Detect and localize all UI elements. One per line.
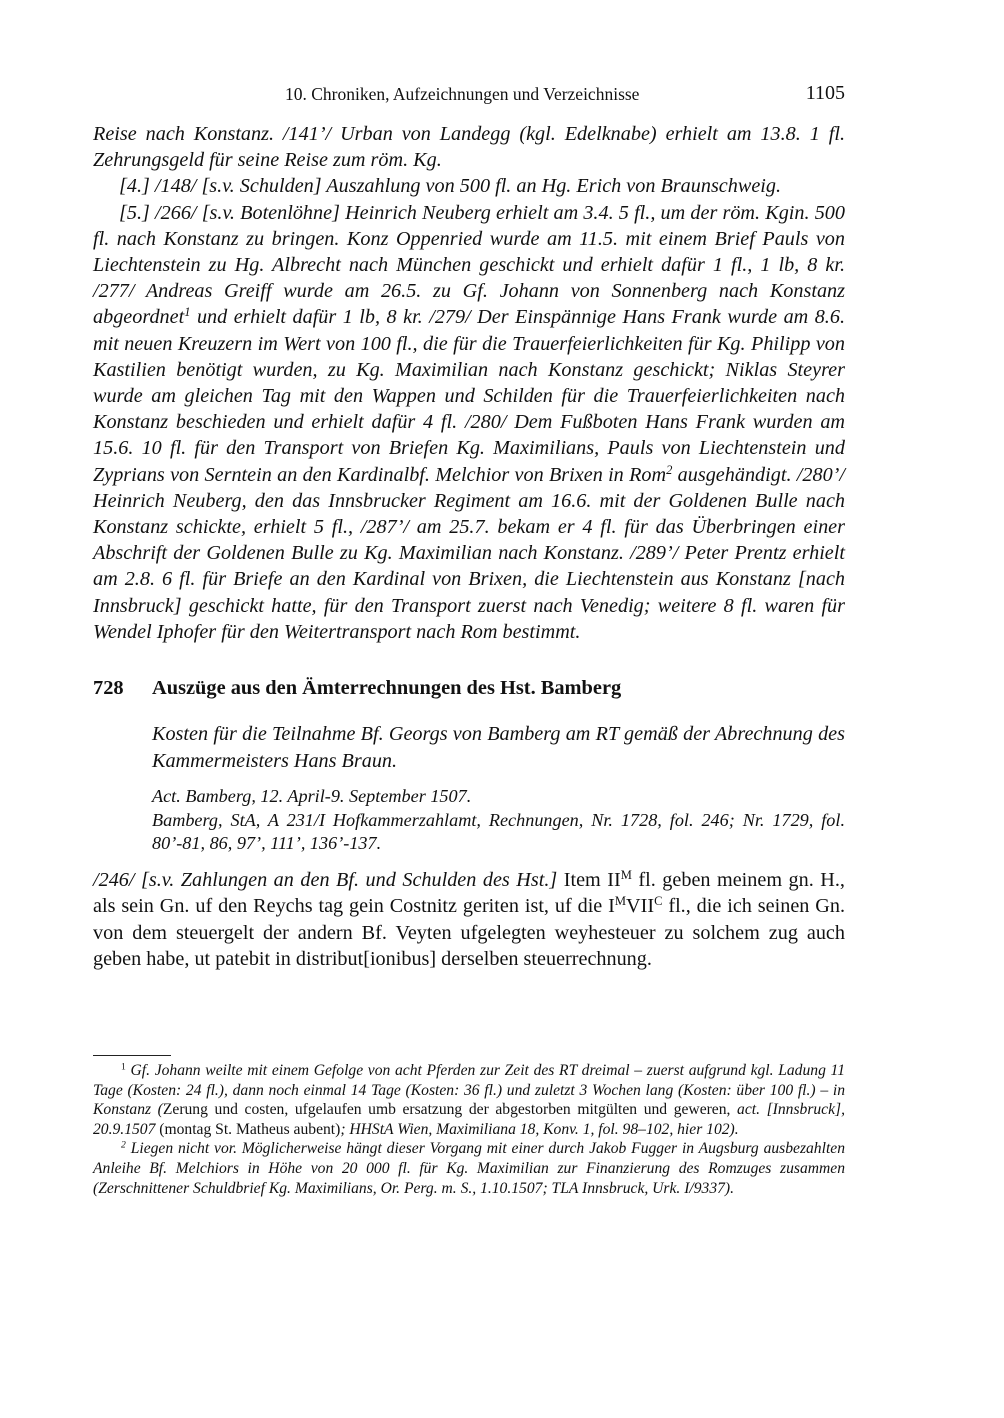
text-run: Item II [557,869,621,891]
superscript: M [620,868,632,883]
running-header [93,82,845,108]
text-run: VII [626,895,655,918]
footnote-ref-2[interactable]: 2 [666,462,673,477]
text-run: [5.] /266/ [s.v. Botenlöhne] Heinrich Neuberg erhielt am 3.4. 5 fl., um der röm. Kgin. 500 fl. nach Konstanz zu bringen. Konz Oppenried wurde am 11.5. mit einem Brief Pauls von Liechtenstein zu Hg. Albrecht nach München geschickt und erhielt dafür 1 fl., 1 lb, 8 kr. /277/ Andreas Greiff wurde am 26.5. zu Gf. Johann von Sonnenberg nach Konstanz abgeordnet [93,201,845,329]
footnote-2 [93,1139,845,1198]
running-title: 10. Chroniken, Aufzeichnungen und Verzeichnisse [285,84,640,104]
superscript: M [614,894,627,909]
superscript: C [654,894,663,909]
source-quotation [93,867,845,972]
paragraph-item-5 [93,200,845,645]
paragraph-continued: Reise nach Konstanz. /141’/ Urban von Landegg (kgl. Edelknabe) erhielt am 13.8. 1 fl. Zehrungsgeld für seine Reise zum röm. Kg. [93,123,845,172]
page-number: 1105 [805,82,845,104]
text-run: fl. geben meinem gn. H., als sein Gn. uf den Reychs tag gein Costnitz geriten ist, uf die I [93,869,845,918]
footnote-number: 2 [121,1140,126,1152]
text-run: und erhielt dafür 1 lb, 8 kr. /279/ Der Einspännige Hans Frank wurde am 8.6. mit neuen Kreuzern im Wert von 100 fl., die für die Trauerfeierlichkeiten für Kg. Philipp von Kastilien benötigt wurden, zu Kg. Maximilian nach Konstanz geschickt; Niklas Steyrer wurde am gleichen Tag mit den Wappen und Schilden für die Trauerfeierlichkeiten nach Konstanz beschieden und erhielt dafür 4 fl. /280/ Dem Fußboten Hans Frank wurden am 15.6. 10 fl. für den Transport von Briefen Kg. Maximilians, Pauls von Liechtenstein und Zyprians von Serntein an den Kardinalbf. Melchior von Brixen in Rom [93,306,845,486]
paragraph-item-4: [4.] /148/ [s.v. Schulden] Auszahlung von 500 fl. an Hg. Erich von Braunschweig. [119,175,782,198]
text-run: fl., die ich seinen Gn. von dem steuergelt der andern Bf. Veyten ufgelegten weyhesteuer zu solchem zug auch geben habe, ut patebit in distribut[ionibus] derselben steuerrechnung. [93,895,846,970]
footnote-1 [93,1061,845,1139]
regest: Kosten für die Teilnahme Bf. Georgs von Bamberg am RT gemäß der Abrechnung des Kammermeisters Hans Braun. [152,723,845,772]
text-run: (montag St. Matheus aubent) [159,1120,341,1138]
footnote-ref-1[interactable]: 1 [184,305,191,320]
act-line: Act. Bamberg, 12. April-9. September 1507. [152,786,472,806]
text-run: Liegen nicht vor. Möglicherweise hängt dieser Vorgang mit einer durch Jakob Fugger in Augsburg ausbezahlten Anleihe Bf. Melchiors in Höhe von 20 000 fl. für Kg. Maximilian zur Finanzierung des Romzuges zusammen (Zerschnittener Schuldbrief Kg. Maximilians, Or. Perg. m. S., 1.10.1507; TLA Innsbruck, Urk. I/9337). [93,1140,845,1197]
section-title: Auszüge aus den Ämterrechnungen des Hst. Bamberg [152,677,622,699]
folio-reference: /246/ [s.v. Zahlungen an den Bf. und Schulden des Hst.] [93,869,558,891]
text-run: ; HHStA Wien, Maximiliana 18, Konv. 1, fol. 98–102, hier 102). [340,1120,739,1138]
text-run: Gf. Johann weilte mit einem Gefolge von acht Pferden zur Zeit des RT dreimal – zuerst aufgrund kgl. Ladung 11 Tage (Kosten: 24 fl.), dann noch einmal 14 Tage (Kosten: 36 fl.) und zuletzt 3 Wochen lang (Kosten: über 100 fl.) – in Konstanz ( [93,1062,845,1119]
text-run: ausgehändigt. /280’/ Heinrich Neuberg, den das Innsbrucker Regiment am 16.6. mit der Goldenen Bulle nach Konstanz schickte, erhielt 5 fl., /287’/ am 25.7. bekam er 4 fl. für das Überbringen einer Abschrift der Goldenen Bulle zu Kg. Maximilian nach Konstanz. /289’/ Peter Prentz erhielt am 2.8. 6 fl. für Briefe an den Kardinal von Brixen, die Liechtenstein aus Konstanz [nach Innsbruck] geschickt hatte, für den Transport zuerst nach Venedig; weitere 8 fl. waren für Wendel Iphofer für den Weitertransport nach Rom bestimmt. [93,463,846,643]
archive-line: Bamberg, StA, A 231/I Hofkammerzahlamt, Rechnungen, Nr. 1728, fol. 246; Nr. 1729, fol. 80’-81, 86, 97’, 111’, 136’-137. [152,809,845,853]
continuation-text [93,121,845,645]
section-number: 728 [93,677,124,699]
footnote-rule [93,1055,171,1056]
text-run: Zerung und costen, ufgelaufen umb ersatzung der abgestorben mitgülten und geweren, [162,1101,731,1119]
text-run: act. [Innsbruck], 20.9.1507 [93,1101,845,1138]
footnote-number: 1 [121,1061,126,1073]
footnotes [93,1061,845,1198]
source-block [152,785,845,856]
